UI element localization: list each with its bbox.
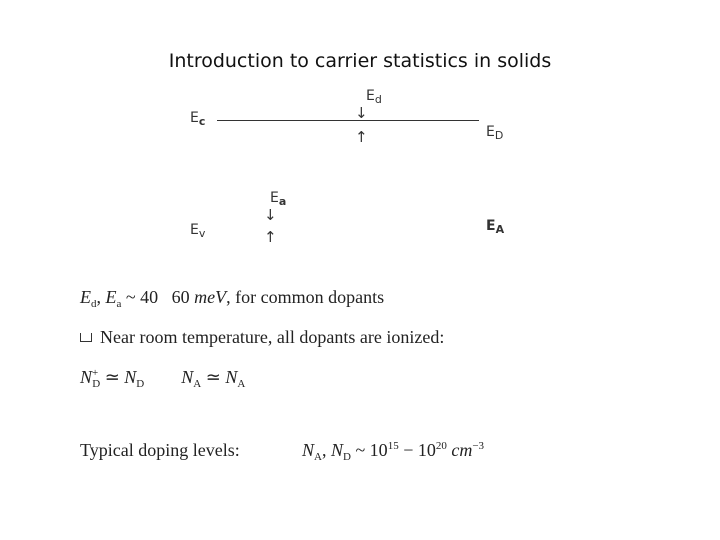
- ed-letter: E: [366, 88, 375, 104]
- ed-sub: d: [91, 298, 97, 310]
- na-minus-symbol: N: [181, 367, 194, 387]
- nd-sub: D: [136, 378, 145, 390]
- nd-plus-symbol: N: [80, 367, 93, 387]
- eD-subscript: D: [494, 129, 504, 142]
- comma: ,: [96, 287, 106, 307]
- conduction-band-line: [217, 120, 479, 121]
- donor-level-label: [366, 88, 382, 106]
- ed-symbol: E: [80, 287, 91, 307]
- exp-20: 20: [435, 440, 447, 452]
- ec-letter: E: [190, 110, 199, 126]
- ea-letter: E: [270, 190, 279, 206]
- ionized-text: Near room temperature, all dopants are ionized:: [100, 327, 445, 347]
- acceptor-up-arrow: ↑: [264, 228, 277, 246]
- nd-formula-symbol: N: [330, 440, 343, 460]
- approx-2: ≃: [201, 367, 226, 387]
- exp-minus-3: −3: [472, 440, 485, 452]
- na-formula-sub: A: [314, 451, 322, 463]
- ev-subscript: v: [198, 227, 206, 240]
- ionization-equations: [80, 367, 245, 390]
- formula-low: ~ 10: [350, 440, 388, 460]
- exp-15: 15: [387, 440, 399, 452]
- ea-subscript: a: [278, 195, 287, 208]
- conduction-band-label: [190, 110, 205, 128]
- doping-levels-label: Typical doping levels:: [80, 440, 240, 460]
- ev-letter: E: [190, 222, 199, 238]
- donor-energy-label: [486, 124, 503, 142]
- ec-subscript: c: [198, 115, 206, 128]
- na-symbol: N: [225, 367, 238, 387]
- na-formula-symbol: N: [302, 440, 315, 460]
- donor-down-arrow: ↓: [355, 104, 368, 122]
- nd-plus-sup: +: [92, 367, 99, 379]
- acceptor-energy-label: [486, 218, 504, 236]
- ed-subscript: d: [374, 93, 382, 106]
- formula-unit: cm: [446, 440, 473, 460]
- common-dopants-text: , for common dopants: [226, 287, 385, 307]
- formula-high: − 10: [398, 440, 436, 460]
- doping-levels-formula: [302, 440, 484, 463]
- valence-band-label: [190, 222, 205, 240]
- acceptor-down-arrow: ↓: [264, 206, 277, 224]
- slide-title: Introduction to carrier statistics in solids: [168, 50, 552, 72]
- nd-plus-sub: D: [92, 378, 101, 390]
- nd-symbol: N: [124, 367, 137, 387]
- nd-formula-sub: D: [342, 451, 351, 463]
- donor-up-arrow: ↑: [355, 128, 368, 146]
- ionization-energy-line: [80, 287, 384, 310]
- eD-letter: E: [486, 124, 495, 140]
- eA-letter: E: [486, 218, 496, 234]
- ea-sub: a: [116, 298, 122, 310]
- unit: meV: [194, 287, 227, 307]
- ionized-statement: [80, 327, 444, 348]
- na-minus-sub: A: [193, 378, 202, 390]
- range-text: ~ 40 60: [121, 287, 195, 307]
- ea-symbol: E: [105, 287, 117, 307]
- formula-comma: ,: [321, 440, 331, 460]
- bullet-icon: [80, 333, 92, 342]
- na-sub: A: [237, 378, 246, 390]
- eA-subscript: A: [495, 223, 505, 236]
- approx-1: ≃: [100, 367, 125, 387]
